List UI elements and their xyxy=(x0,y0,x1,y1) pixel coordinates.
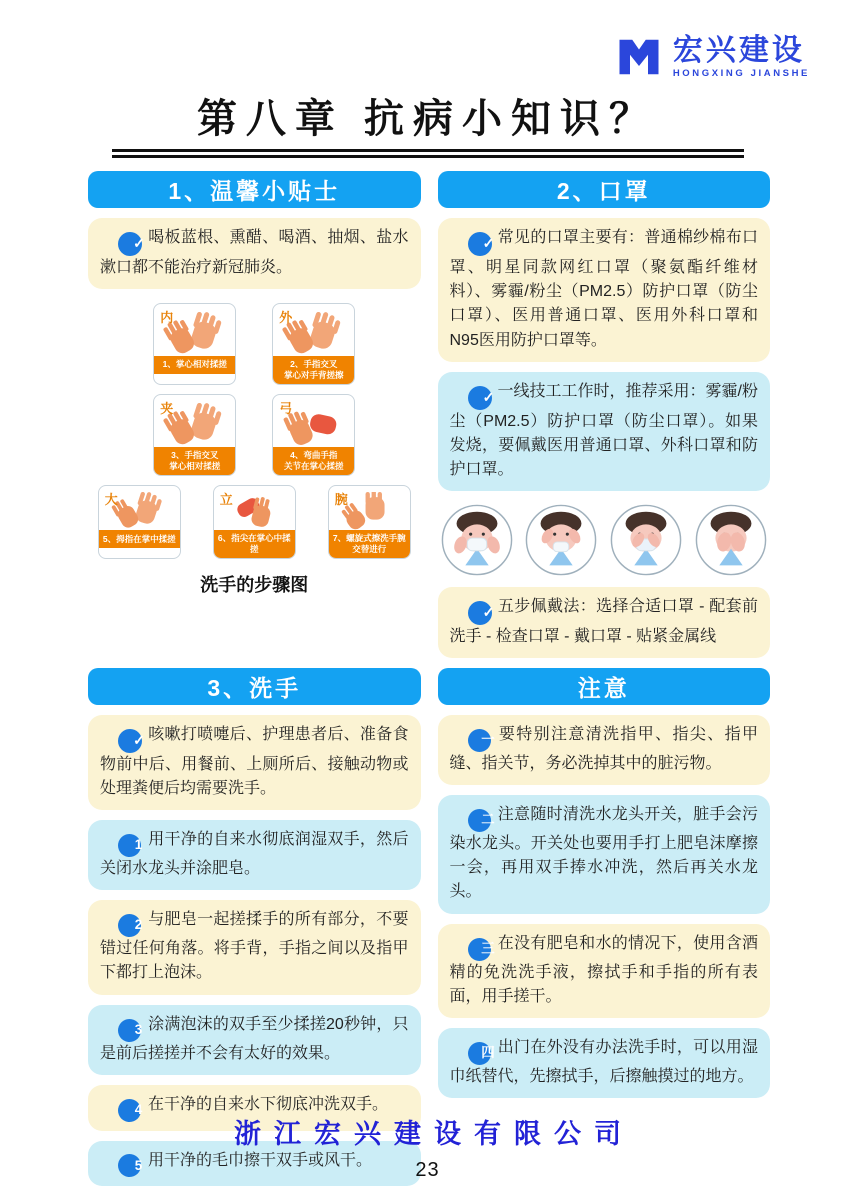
content-columns xyxy=(0,171,855,1186)
check-icon: ✓ xyxy=(118,232,142,256)
notice-item-box-3 xyxy=(438,924,771,1018)
page-header xyxy=(0,0,855,96)
section-header-mask: 2、口罩 xyxy=(438,171,771,208)
handwash-card-label: 7、螺旋式擦洗手腕 交替进行 xyxy=(329,530,410,558)
logo-m-icon xyxy=(615,34,663,80)
wash-step-text: 用干净的自来水彻底润湿双手，然后关闭水龙头并涂肥皂。 xyxy=(100,831,409,878)
left-column xyxy=(88,171,421,1186)
mask-wearing-figures xyxy=(440,503,769,577)
notice-item-text: 出门在外没有办法洗手时，可以用湿巾纸替代，先擦拭手，后擦触摸过的地方。 xyxy=(449,1039,758,1085)
wash-step-box-3 xyxy=(88,1005,421,1075)
page-number: 23 xyxy=(415,1159,440,1181)
section-header-notice: 注意 xyxy=(438,668,771,705)
check-icon: ✓ xyxy=(468,386,492,410)
notice-number-badge: 三 xyxy=(468,938,491,961)
handwash-card-label: 3、手指交叉 掌心相对揉搓 xyxy=(154,447,235,475)
wash-note-text: 咳嗽打喷嚏后、护理患者后、准备食物前中后、用餐前、上厕所后、接触动物或处理粪便后均需要洗手。 xyxy=(100,726,409,797)
handwash-card xyxy=(272,394,355,476)
handwash-card xyxy=(98,485,181,559)
notice-item-box-1 xyxy=(438,715,771,785)
handwash-card-label: 5、拇指在掌中揉搓 xyxy=(99,530,180,548)
mask-section xyxy=(438,218,771,668)
check-icon: ✓ xyxy=(468,232,492,256)
handwash-card-tag: 腕 xyxy=(334,492,348,508)
step-number-badge: 4 xyxy=(118,1099,141,1122)
handwash-card-tag: 立 xyxy=(219,492,233,508)
wash-step-text: 在干净的自来水下彻底冲洗双手。 xyxy=(148,1095,389,1113)
notice-number-badge: 四 xyxy=(468,1042,491,1065)
section-header-tips: 1、温馨小贴士 xyxy=(88,171,421,208)
face-mask-icon xyxy=(440,503,514,577)
right-column xyxy=(438,171,771,1186)
face-mask-icon xyxy=(694,503,768,577)
mask-note1-box xyxy=(438,218,771,362)
page-footer xyxy=(0,1112,855,1182)
wash-note-box xyxy=(88,715,421,810)
handwash-card xyxy=(153,394,236,476)
handwash-card-label: 6、指尖在掌心中揉搓 xyxy=(214,530,295,558)
step-number-badge: 3 xyxy=(118,1019,141,1042)
handwash-card-label: 1、掌心相对揉搓 xyxy=(154,356,235,374)
mask-note2-text: 一线技工工作时，推荐采用：雾霾/粉尘（PM2.5）防护口罩（防尘口罩）。如果发烧，要佩戴医用普通口罩、外科口罩和防护口罩。 xyxy=(449,382,758,479)
mask-note3-text: 五步佩戴法：选择合适口罩 - 配套前洗手 - 检查口罩 - 戴口罩 - 贴紧金属线 xyxy=(449,598,758,646)
handwash-card-tag: 夹 xyxy=(160,401,174,417)
step-number-badge: 1 xyxy=(118,834,141,857)
tips-section xyxy=(88,218,421,668)
mask-note3-box xyxy=(438,587,771,658)
notice-item-box-2 xyxy=(438,795,771,914)
logo-subtitle: HONGXING JIANSHE xyxy=(672,68,810,80)
step-number-badge: 2 xyxy=(118,914,141,937)
step-number-badge: 5 xyxy=(118,1154,141,1177)
wash-step-text: 用干净的毛巾擦干双手或风干。 xyxy=(148,1151,373,1169)
mask-note2-box xyxy=(438,372,771,492)
company-name: 浙江宏兴建设有限公司 xyxy=(234,1119,634,1149)
handwash-caption: 洗手的步骤图 xyxy=(200,575,309,596)
handwash-card-label: 4、弯曲手指 关节在掌心揉搓 xyxy=(273,447,354,475)
check-icon: ✓ xyxy=(118,729,142,753)
handwash-card xyxy=(213,485,296,559)
handwash-card-tag: 大 xyxy=(104,492,118,508)
handwash-card-tag: 弓 xyxy=(279,401,293,417)
handwash-diagram xyxy=(88,303,421,597)
tips-note-text: 喝板蓝根、熏醋、喝酒、抽烟、盐水漱口都不能治疗新冠肺炎。 xyxy=(100,229,409,276)
handwash-card xyxy=(272,303,355,385)
company-logo xyxy=(615,34,810,80)
page-title: 第八章 抗病小知识？ xyxy=(196,97,659,141)
notice-item-text: 要特别注意清洗指甲、指尖、指甲缝、指关节，务必洗掉其中的脏污物。 xyxy=(449,726,758,772)
wash-step-box-1 xyxy=(88,820,421,890)
face-mask-icon xyxy=(609,503,683,577)
notice-number-badge: 一 xyxy=(468,729,491,752)
title-divider xyxy=(112,149,744,158)
notice-item-text: 注意随时清洗水龙头开关，脏手会污染水龙头。开关处也要用手打上肥皂沫摩擦一会，再用双手捧水冲洗，然后再关水龙头。 xyxy=(449,806,758,901)
handwash-card-tag: 内 xyxy=(160,309,174,325)
wash-step-text: 涂满泡沫的双手至少揉搓20秒钟，只是前后搓搓并不会有太好的效果。 xyxy=(100,1015,409,1062)
notice-item-text: 在没有肥皂和水的情况下，使用含酒精的免洗洗手液，擦拭手和手指的所有表面，用手搓干。 xyxy=(449,934,758,1005)
check-icon: ✓ xyxy=(468,601,492,625)
wash-step-text: 与肥皂一起搓揉手的所有部分，不要错过任何角落。将手背，手指之间以及指甲下都打上泡沫。 xyxy=(100,911,409,982)
logo-name: 宏兴建设 xyxy=(672,33,805,67)
notice-number-badge: 二 xyxy=(468,809,491,832)
mask-note1-text: 常见的口罩主要有：普通棉纱棉布口罩、明星同款网红口罩（聚氨酯纤维材料）、雾霾/粉尘（PM2.5）防护口罩（防尘口罩）、医用普通口罩、医用外科口罩和N95医用防护口罩等。 xyxy=(449,229,758,349)
section-header-wash: 3、洗手 xyxy=(88,668,421,705)
notice-item-box-4 xyxy=(438,1028,771,1098)
tips-note-box xyxy=(88,218,421,289)
handwash-card-label: 2、手指交叉 掌心对手背搓擦 xyxy=(273,356,354,384)
handwash-card xyxy=(328,485,411,559)
handwash-card xyxy=(153,303,236,385)
handwash-card-tag: 外 xyxy=(279,309,293,325)
wash-step-box-2 xyxy=(88,900,421,994)
face-mask-icon xyxy=(524,503,598,577)
